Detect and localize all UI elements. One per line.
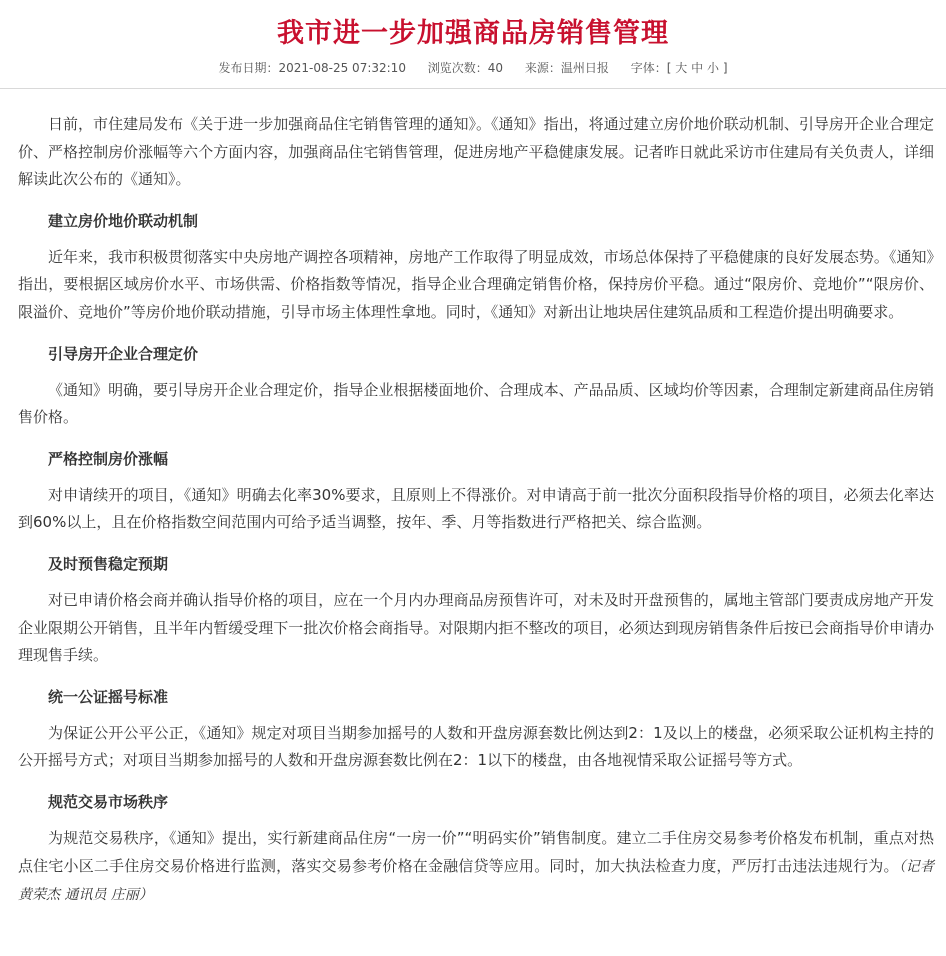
- font-size-close-bracket: ]: [722, 61, 728, 75]
- section-paragraph: 对已申请价格会商并确认指导价格的项目，应在一个月内办理商品房预售许可，对未及时开盘预售的，属地主管部门要责成房地产开发企业限期公开销售，且半年内暂缓受理下一批次价格会商指导。对限期内拒不整改的项目，必须达到现房销售条件后按已会商指导价申请办理现售手续。: [18, 590, 934, 665]
- section-paragraph-last: [18, 825, 934, 910]
- source-info: [525, 61, 609, 75]
- font-size-control: [631, 61, 728, 75]
- source-name: 温州日报: [560, 61, 609, 75]
- publish-label: 发布日期：: [218, 61, 279, 75]
- font-size-label: 字体：: [630, 61, 667, 75]
- title-divider: [0, 88, 946, 89]
- section-paragraph: 《通知》明确，要引导房开企业合理定价，指导企业根据楼面地价、合理成本、产品品质、区域均价等因素，合理制定新建商品住房销售价格。: [18, 380, 934, 427]
- section-paragraph: 对申请续开的项目，《通知》明确去化率30%要求，且原则上不得涨价。对申请高于前一批次分面积段指导价格的项目，必须去化率达到60%以上，且在价格指数空间范围内可给予适当调整，按年、季、月等指数进行严格把关、综合监测。: [18, 485, 934, 532]
- intro-paragraph: 日前，市住建局发布《关于进一步加强商品住宅销售管理的通知》。《通知》指出，将通过建立房价地价联动机制、引导房开企业合理定价、严格控制房价涨幅等六个方面内容，加强商品住宅销售管理，促进房地产平稳健康发展。记者昨日就此采访市住建局有关负责人，详细解读此次公布的《通知》。: [18, 115, 934, 189]
- article-byline: （记者 黄荣杰 通讯员 庄丽）: [18, 858, 934, 904]
- views-info: [428, 61, 503, 75]
- section-paragraph: 为保证公开公平公正，《通知》规定对项目当期参加摇号的人数和开盘房源套数比例达到2：1及以上的楼盘，必须采取公证机构主持的公开摇号方式；对项目当期参加摇号的人数和开盘房源套数比例在2：1以下的楼盘，由各地视情采取公证摇号等方式。: [18, 723, 934, 770]
- article-meta: [0, 60, 946, 76]
- views-label: 浏览次数：: [427, 61, 488, 75]
- section-heading: 规范交易市场秩序: [48, 792, 169, 811]
- publish-info: [218, 61, 405, 75]
- section-paragraph-text: 为规范交易秩序，《通知》提出，实行新建商品住房“一房一价”“明码实价”销售制度。建立二手住房交易参考价格发布机制，重点对热点住宅小区二手住房交易价格进行监测，落实交易参考价格在金融信贷等应用。同时，加大执法检查力度，严厉打击违法违规行为。: [18, 828, 934, 875]
- publish-date: 2021-08-25 07:32:10: [278, 61, 406, 75]
- section-heading: 及时预售稳定预期: [48, 554, 169, 573]
- section-paragraph: 近年来，我市积极贯彻落实中央房地产调控各项精神，房地产工作取得了明显成效，市场总体保持了平稳健康的良好发展态势。《通知》指出，要根据区域房价水平、市场供需、价格指数等情况，指导企业合理确定销售价格，保持房价平稳。通过“限房价、竞地价”“限房价、限溢价、竞地价”等房价地价联动措施，引导市场主体理性拿地。同时，《通知》对新出让地块居住建筑品质和工程造价提出明确要求。: [18, 247, 934, 321]
- font-size-medium-link[interactable]: 中: [691, 61, 704, 75]
- font-size-small-link[interactable]: 小: [706, 61, 719, 75]
- views-count: 40: [487, 61, 504, 75]
- source-label: 来源：: [524, 61, 561, 75]
- article-title: 我市进一步加强商品房销售管理: [277, 18, 669, 49]
- section-heading: 引导房开企业合理定价: [48, 344, 199, 363]
- article-body: [0, 97, 946, 910]
- font-size-open-bracket: [: [666, 61, 672, 75]
- section-heading: 建立房价地价联动机制: [48, 211, 199, 230]
- section-heading: 严格控制房价涨幅: [48, 449, 169, 468]
- font-size-large-link[interactable]: 大: [675, 61, 688, 75]
- section-heading: 统一公证摇号标准: [48, 687, 169, 706]
